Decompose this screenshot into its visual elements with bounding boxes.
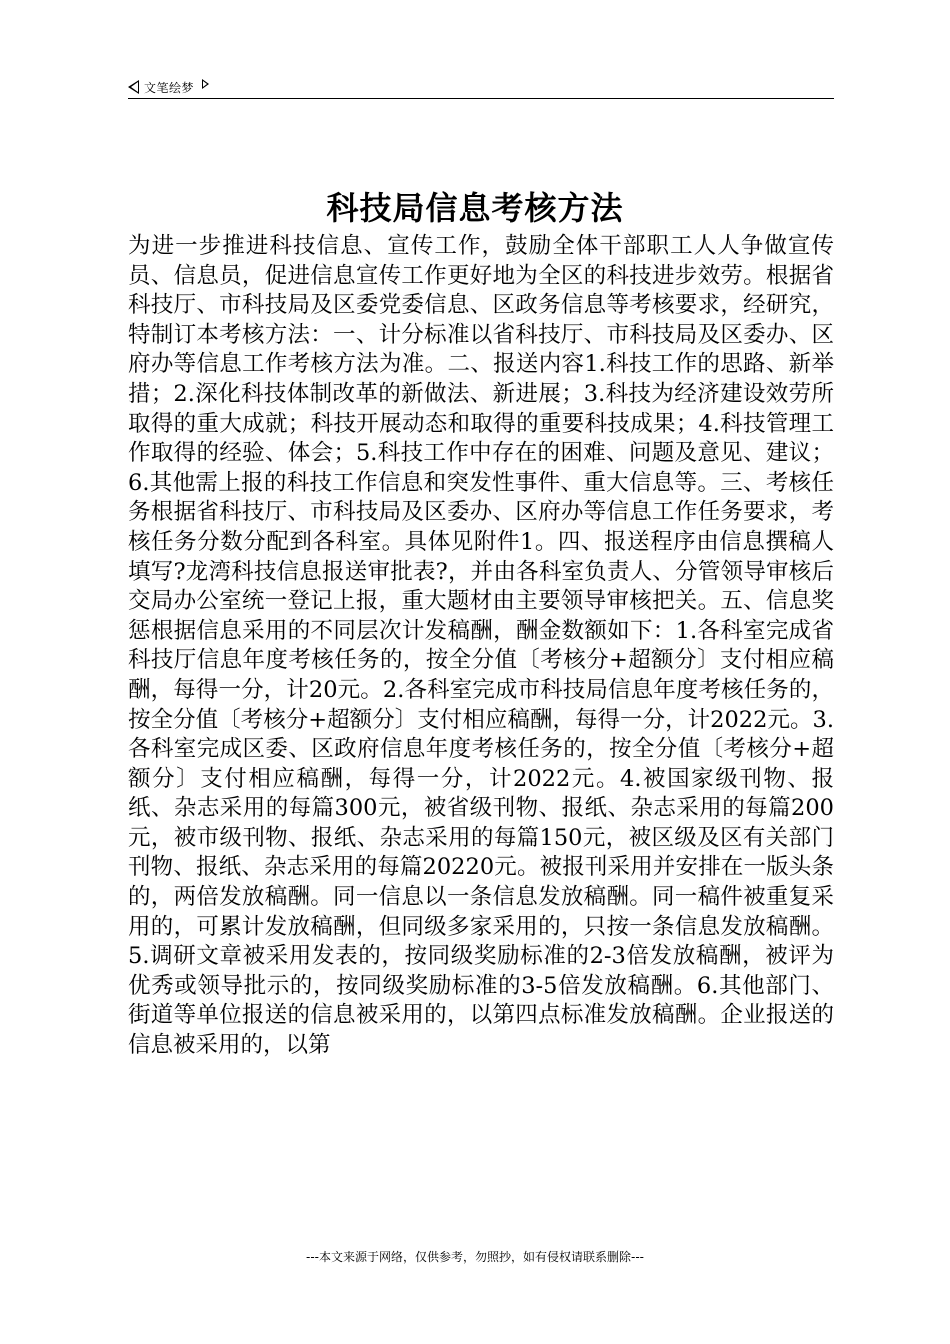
document-title: 科技局信息考核方法 [326,189,624,227]
document-body: 为进一步推进科技信息、宣传工作，鼓励全体干部职工人人争做宣传员、信息员，促进信息宣传工作更好地为全区的科技进步效劳。根据省科技厅、市科技局及区委党委信息、区政务信息等考核要求，经研究，特制订本考核方法：一、计分标准以省科技厅、市科技局及区委办、区府办等信息工作考核方法为准。二、报送内容1.科技工作的思路、新举措；2.深化科技体制改革的新做法、新进展；3.科技为经济建设效劳所取得的重大成就；科技开展动态和取得的重要科技成果；4.科技管理工作取得的经验、体会；5.科技工作中存在的困难、问题及意见、建议；6.其他需上报的科技工作信息和突发性事件、重大信息等。三、考核任务根据省科技厅、市科技局及区委办、区府办等信息工作任务要求，考核任务分数分配到各科室。具体见附件1。四、报送程序由信息撰稿人填写?龙湾科技信息报送审批表?，并由各科室负责人、分管领导审核后交局办公室统一登记上报，重大题材由主要领导审核把关。五、信息奖惩根据信息采用的不同层次计发稿酬，酬金数额如下：1.各科室完成省科技厅信息年度考核任务的，按全分值〔考核分+超额分〕支付相应稿酬，每得一分，计20元。2.各科室完成市科技局信息年度考核任务的，按全分值〔考核分+超额分〕支付相应稿酬，每得一分，计2022元。3.各科室完成区委、区政府信息年度考核任务的，按全分值〔考核分+超额分〕支付相应稿酬，每得一分，计2022元。4.被国家级刊物、报纸、杂志采用的每篇300元，被省级刊物、报纸、杂志采用的每篇200元，被市级刊物、报纸、杂志采用的每篇150元，被区级及区有关部门刊物、报纸、杂志采用的每篇20220元。被报刊采用并安排在一版头条的，两倍发放稿酬。同一信息以一条信息发放稿酬。同一稿件被重复采用的，可累计发放稿酬，但同级多家采用的，只按一条信息发放稿酬。5.调研文章被采用发表的，按同级奖励标准的2-3倍发放稿酬，被评为优秀或领导批示的，按同级奖励标准的3-5倍发放稿酬。6.其他部门、街道等单位报送的信息被采用的，以第四点标准发放稿酬。企业报送的信息被采用的，以第 [128,233,834,1059]
page-header [128,76,834,99]
triangle-right-icon [202,79,209,89]
header-brand: 文笔绘梦 [144,80,195,95]
triangle-left-icon [128,80,139,94]
footer-disclaimer: ---本文来源于网络，仅供参考，勿照抄，如有侵权请联系删除--- [306,1250,644,1264]
